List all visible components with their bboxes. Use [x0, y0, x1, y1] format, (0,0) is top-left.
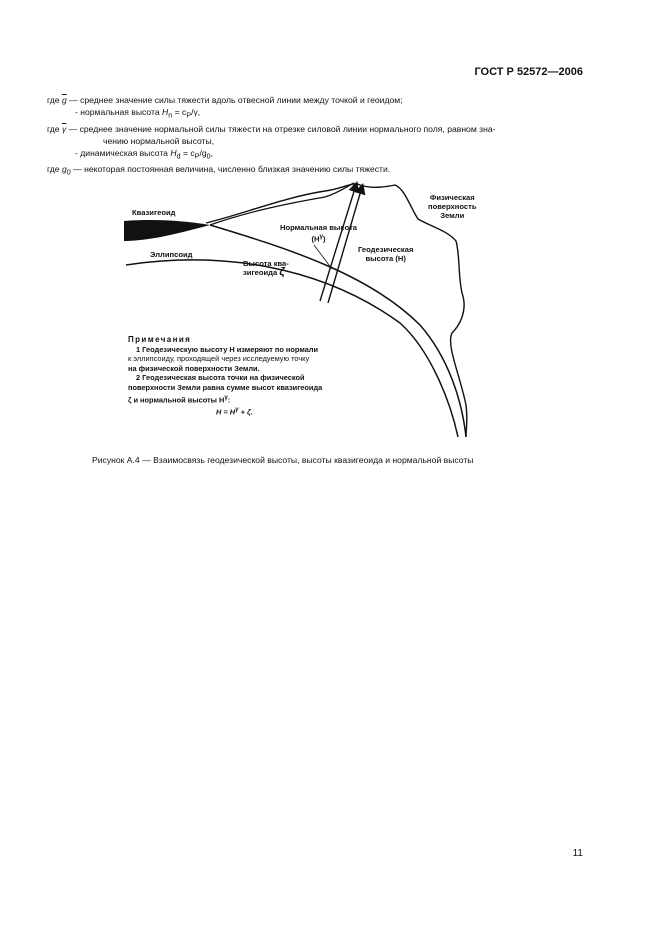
note-line: 1 Геодезическую высоту H измеряют по нормали — [136, 344, 319, 354]
definition-row — [47, 135, 587, 147]
note-line: на физической поверхности Земли. — [128, 363, 260, 373]
note-sup: γ — [224, 393, 228, 401]
formula: H — [170, 148, 177, 159]
formula-part: = c — [172, 107, 187, 118]
label-part: (H — [311, 234, 320, 244]
definition-row — [47, 147, 587, 163]
figure-caption: Рисунок А.4 — Взаимосвязь геодезической высоты, высоты квазигеоида и нормальной высоты — [92, 455, 474, 465]
formula-sup: γ — [235, 405, 239, 413]
formula-sub: 0 — [206, 153, 211, 162]
definition-lead: - нормальная высота — [75, 107, 163, 118]
label-part: зигеоида — [243, 268, 278, 277]
note-formula — [128, 405, 378, 417]
quasigeoid-wedge — [124, 220, 210, 241]
definition-row — [47, 106, 587, 122]
definition-text: — среднее значение силы тяжести вдоль отвесной линии между точкой и геоидом; — [66, 95, 403, 105]
label-line: Земли — [440, 211, 465, 220]
formula-part: + ζ. — [238, 407, 253, 417]
label-line: Геодезическая — [358, 245, 414, 254]
label-line: поверхность — [428, 202, 477, 211]
definition-text: — среднее значение нормальной силы тяжести на отрезке силовой линии нормального поля, равном зна- — [66, 123, 496, 134]
formula: H — [162, 107, 169, 118]
formula-part: H = H — [216, 407, 236, 417]
label-part: ) — [323, 234, 326, 244]
formula-part: /g — [199, 148, 207, 159]
formula-sub: P — [194, 153, 200, 162]
leader-line — [314, 245, 332, 269]
definitions-block — [47, 94, 587, 180]
note-line — [128, 393, 378, 405]
label-ellipsoid: Эллипсоид — [150, 250, 193, 259]
note-line: поверхности Земли равна сумме высот квазигеоида — [128, 382, 323, 392]
geodetic-height-arrow — [328, 187, 362, 303]
definition-text: чению нормальной высоты, — [103, 135, 215, 146]
label-sup: γ — [319, 233, 324, 240]
note-part: ζ и нормальной высоты H — [128, 395, 225, 405]
page-number: 11 — [572, 848, 583, 859]
definition-text: — некоторая постоянная величина, численно близкая значению силы тяжести. — [70, 164, 391, 175]
document-header: ГОСТ Р 52572—2006 — [474, 66, 583, 78]
label-line — [280, 232, 357, 244]
definition-row — [47, 94, 587, 106]
label-line — [243, 268, 289, 277]
label-line: высота (H) — [365, 254, 406, 263]
formula-sub: 0 — [66, 169, 71, 178]
notes-block — [128, 335, 378, 417]
formula-sub: n — [168, 112, 173, 121]
label-physical-surface — [428, 193, 477, 220]
label-line: Физическая — [429, 193, 475, 202]
label-quasigeoid-height — [243, 259, 289, 277]
definition-lead: где — [47, 123, 62, 134]
definition-lead: где — [47, 164, 62, 175]
formula-sub: d — [176, 153, 181, 162]
definition-symbol: g — [61, 164, 67, 175]
label-geodetic-height — [358, 245, 413, 263]
note-line: 2 Геодезическая высота точки на физической — [136, 373, 305, 383]
label-line: Высота ква- — [243, 259, 289, 268]
formula-part: = c — [180, 148, 195, 159]
label-zeta: ζ — [279, 266, 285, 278]
definition-lead: где — [47, 95, 62, 105]
definition-row — [47, 123, 587, 135]
label-line: Нормальная высота — [280, 223, 358, 232]
definition-symbol: $\overline{\gamma}$ — [61, 123, 67, 134]
definition-symbol: $\overline{g}$ — [61, 95, 67, 105]
formula-part: , — [210, 148, 213, 159]
note-part: : — [227, 395, 231, 405]
label-normal-height — [280, 223, 357, 244]
formula-sub: P — [186, 112, 192, 121]
label-quasigeoid: Квазигеоид — [132, 208, 176, 217]
formula-part: /γ, — [191, 107, 201, 118]
note-line: к эллипсоиду, проходящей через исследуемую точку — [128, 354, 310, 364]
notes-title: Примечания — [128, 335, 192, 344]
definition-lead: - динамическая высота — [75, 148, 171, 159]
